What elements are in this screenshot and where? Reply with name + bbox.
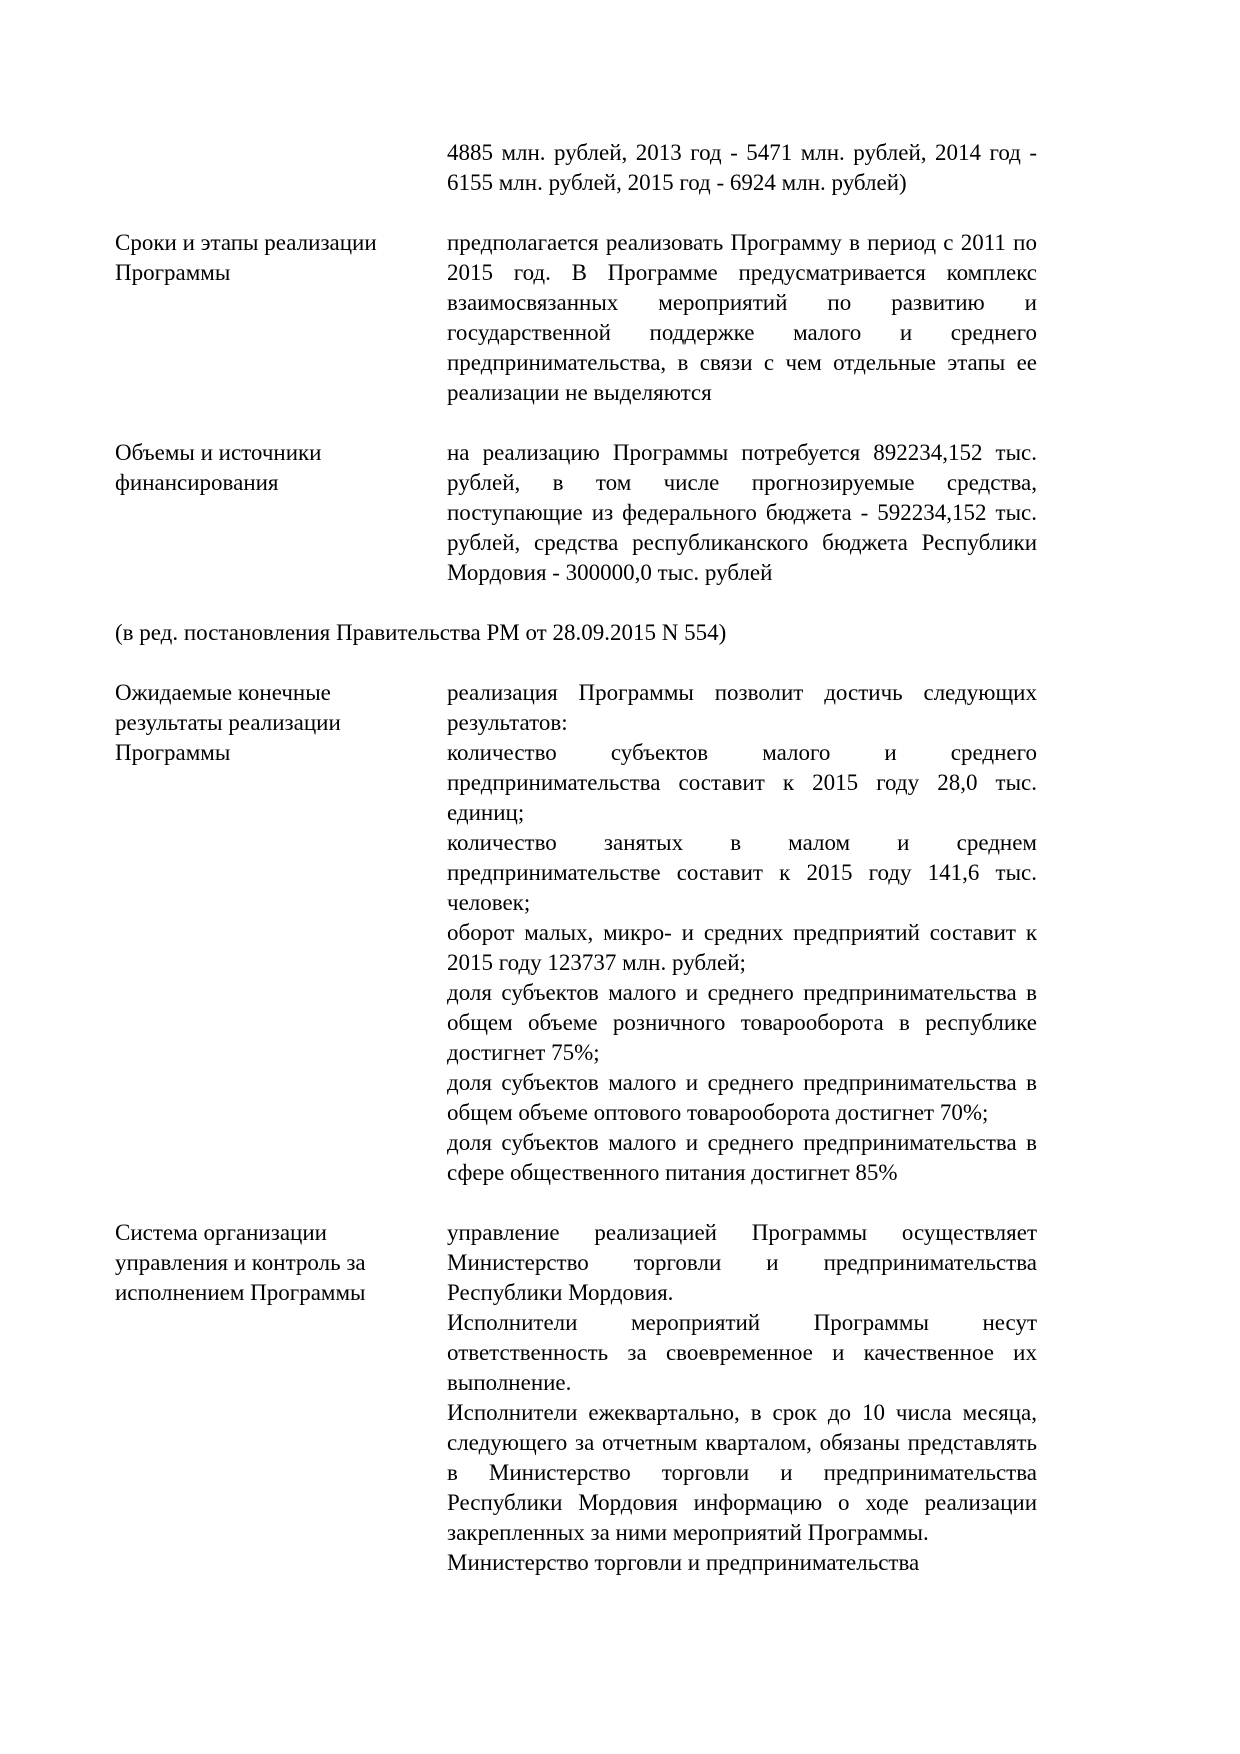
row-content [447, 1218, 1037, 1578]
paragraph: управление реализацией Программы осуществляет Министерство торговли и предпринимательства Республики Мордовия. [447, 1220, 1037, 1305]
paragraph: доля субъектов малого и среднего предпринимательства в общем объеме розничного товарооборота в республике достигнет 75%; [447, 980, 1037, 1065]
table-row-terms [115, 228, 1037, 408]
paragraph: реализация Программы позволит достичь следующих результатов: [447, 680, 1037, 735]
row-content [447, 228, 1037, 408]
row-content [447, 138, 1037, 198]
paragraph: на реализацию Программы потребуется 892234,152 тыс. рублей, в том числе прогнозируемые средства, поступающие из федерального бюджета - 592234,152 тыс. рублей, средства республиканского бюджета Республики Мордовия - 300000,0 тыс. рублей [447, 440, 1037, 585]
table-row-expected-results [115, 678, 1037, 1188]
row-label: Ожидаемые конечные результаты реализации Программы [115, 680, 341, 765]
row-label: Система организации управления и контроль за исполнением Программы [115, 1220, 366, 1305]
paragraph: предполагается реализовать Программу в период с 2011 по 2015 год. В Программе предусматривается комплекс взаимосвязанных мероприятий по развитию и государственной поддержке малого и среднего предпринимательства, в связи с чем отдельные этапы ее реализации не выделяются [447, 230, 1037, 405]
row-label-empty [115, 138, 447, 198]
paragraph: 4885 млн. рублей, 2013 год - 5471 млн. рублей, 2014 год - 6155 млн. рублей, 2015 год - 6924 млн. рублей) [447, 140, 1037, 195]
row-content [447, 438, 1037, 588]
paragraph: Исполнители ежеквартально, в срок до 10 числа месяца, следующего за отчетным кварталом, обязаны представлять в Министерство торговли и предпринимательства Республики Мордовия информацию о ходе реализации закрепленных за ними мероприятий Программы. [447, 1400, 1037, 1545]
table-row-continuation [115, 138, 1037, 198]
paragraph: доля субъектов малого и среднего предпринимательства в общем объеме оптового товарооборота достигнет 70%; [447, 1070, 1037, 1125]
paragraph: оборот малых, микро- и средних предприятий составит к 2015 году 123737 млн. рублей; [447, 920, 1037, 975]
paragraph: количество субъектов малого и среднего предпринимательства составит к 2015 году 28,0 тыс. единиц; [447, 740, 1037, 825]
row-content [447, 678, 1037, 1188]
paragraph: Министерство торговли и предпринимательства [447, 1550, 920, 1575]
row-label: Сроки и этапы реализации Программы [115, 230, 377, 285]
table-row-financing [115, 438, 1037, 588]
row-label: Объемы и источники финансирования [115, 440, 322, 495]
paragraph: Исполнители мероприятий Программы несут ответственность за своевременное и качественное их выполнение. [447, 1310, 1037, 1395]
paragraph: доля субъектов малого и среднего предпринимательства в сфере общественного питания достигнет 85% [447, 1130, 1037, 1185]
table-row-management-system [115, 1218, 1037, 1578]
paragraph: количество занятых в малом и среднем предпринимательстве составит к 2015 году 141,6 тыс. человек; [447, 830, 1037, 915]
amendment-note: (в ред. постановления Правительства РМ от 28.09.2015 N 554) [115, 620, 727, 645]
